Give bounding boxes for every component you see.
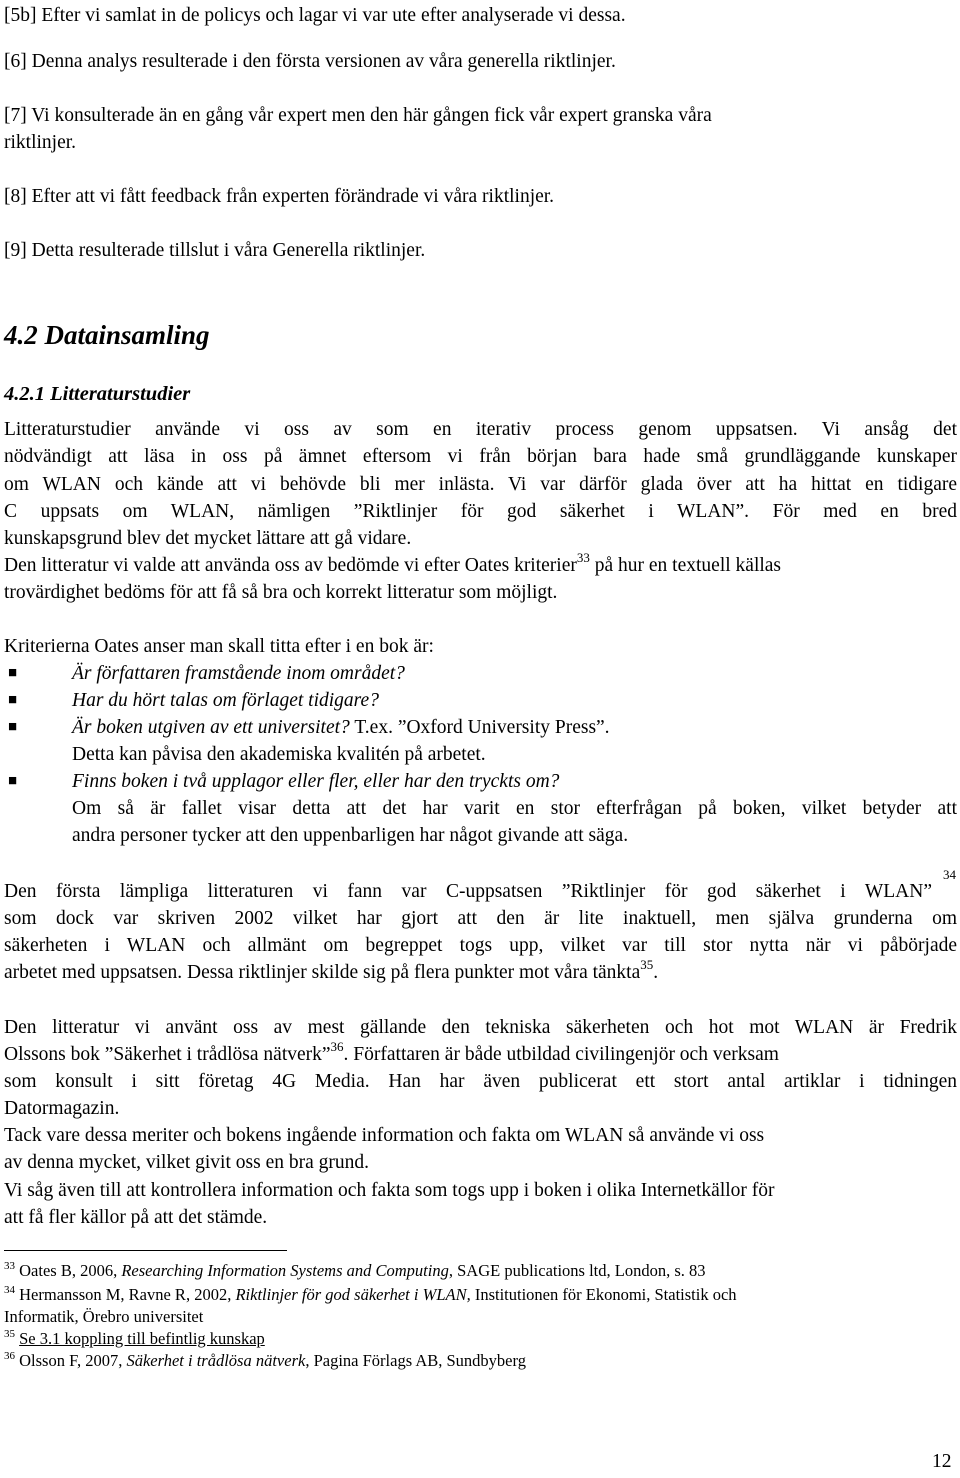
- step-7-cont: riktlinjer.: [4, 132, 77, 153]
- step-6: [6] Denna analys resulterade i den första versionen av våra generella riktlinjer.: [4, 51, 616, 72]
- bullet-icon: [8, 774, 17, 791]
- bullet-icon: [8, 693, 17, 710]
- footnote-36: $^{36}$ Olsson F, 2007, Säkerhet i trådlösa nätverk, Pagina Förlags AB, Sundbyberg: [4, 1350, 526, 1370]
- footnote-separator: [4, 1250, 287, 1251]
- step-7: [7] Vi konsulterade än en gång vår expert men den här gången fick vår expert granska våra: [4, 105, 712, 126]
- para4-line7: Vi såg även till att kontrollera information och fakta som togs upp i boken i olika Internetkällor för: [4, 1180, 775, 1201]
- para2-line1: Den litteratur vi valde att använda oss av bedömde vi efter Oates kriterier$^{33}$ på hur en textuell källas: [4, 550, 782, 576]
- step-5b: [5b] Efter vi samlat in de policys och lagar vi var ute efter analyserade vi dessa.: [4, 5, 626, 26]
- footnote-35-link[interactable]: Se 3.1 koppling till befintlig kunskap: [19, 1329, 265, 1348]
- para1-line3: om WLAN och kände att vi behövde bli mer inlästa. Vi var därför glada över att ha hittat en tidigare: [4, 474, 957, 495]
- criteria-item-4-note-1: Om så är fallet visar detta att det har varit en stor efterfrågan på boken, vilket betyder att: [72, 798, 957, 819]
- criteria-item-2: Har du hört talas om förlaget tidigare?: [72, 690, 379, 711]
- para2-line2: trovärdighet bedöms för att få så bra och korrekt litteratur som möjligt.: [4, 582, 558, 603]
- para1-line2: nödvändigt att läsa in oss på ämnet eftersom vi från början bara hade små grundläggande kunskaper: [4, 446, 957, 467]
- criteria-item-1: Är författaren framstående inom området?: [72, 663, 405, 684]
- para4-line2: Olssons bok ”Säkerhet i trådlösa nätverk”$^{36}$. Författaren är både utbildad civilingenjör och verksam: [4, 1039, 779, 1065]
- footnote-ref-33: 33: [576, 550, 590, 565]
- step-8: [8] Efter att vi fått feedback från experten förändrade vi våra riktlinjer.: [4, 186, 555, 207]
- para1-line1: Litteraturstudier använde vi oss av som en iterativ process genom uppsatsen. Vi ansåg det: [4, 419, 957, 440]
- footnote-34: $^{34}$ Hermansson M, Ravne R, 2002, Riktlinjer för god säkerhet i WLAN, Institutionen för Ekonomi, Statistik och: [4, 1284, 737, 1304]
- para4-line5: Tack vare dessa meriter och bokens ingående information och fakta om WLAN så använde vi oss: [4, 1125, 765, 1146]
- criteria-item-4: Finns boken i två upplagor eller fler, eller har den tryckts om?: [72, 771, 560, 792]
- para4-line3: som konsult i sitt företag 4G Media. Han har även publicerat ett stort antal artiklar i tidningen: [4, 1071, 957, 1092]
- subsection-heading: 4.2.1 Litteraturstudier: [4, 383, 191, 405]
- para1-line5: kunskapsgrund blev det mycket lättare att gå vidare.: [4, 528, 412, 549]
- footnote-34-cont: Informatik, Örebro universitet: [4, 1307, 204, 1326]
- criteria-item-4-note-2: andra personer tycker att den uppenbarligen har något givande att säga.: [72, 825, 629, 846]
- criteria-item-3-note: Detta kan påvisa den akademiska kvalitén på arbetet.: [72, 744, 486, 765]
- para3-line3: säkerheten i WLAN och allmänt om begreppet togs upp, vilket var till stor nytta när vi påbörjade: [4, 935, 957, 956]
- bullet-icon: [8, 720, 17, 737]
- para4-line4: Datormagazin.: [4, 1098, 120, 1119]
- para4-line6: av denna mycket, vilket givit oss en bra grund.: [4, 1152, 369, 1173]
- para3-line1: Den första lämpliga litteraturen vi fann var C-uppsatsen ”Riktlinjer för god säkerhet i WLAN” 34: [4, 867, 956, 902]
- para4-line8: att få fler källor på att det stämde.: [4, 1207, 268, 1228]
- footnote-35: $^{35}$ Se 3.1 koppling till befintlig kunskap: [4, 1328, 265, 1348]
- step-9: [9] Detta resulterade tillslut i våra Generella riktlinjer.: [4, 240, 426, 261]
- footnote-ref-35: 35: [640, 957, 654, 972]
- page-number: 12: [932, 1451, 952, 1472]
- para1-line4: C uppsats om WLAN, nämligen ”Riktlinjer för god säkerhet i WLAN”. För med en bred: [4, 501, 957, 522]
- para4-line1: Den litteratur vi använt oss av mest gällande den tekniska säkerheten och hot mot WLAN är Fredrik: [4, 1017, 957, 1038]
- footnote-ref-36: 36: [330, 1039, 344, 1054]
- bullet-icon: [8, 666, 17, 683]
- criteria-intro: Kriterierna Oates anser man skall titta efter i en bok är:: [4, 636, 434, 657]
- criteria-item-3: Är boken utgiven av ett universitet? T.ex. ”Oxford University Press”.: [72, 717, 610, 738]
- para3-line2: som dock var skriven 2002 vilket har gjort att den är lite inaktuell, men själva grunderna om: [4, 908, 957, 929]
- section-heading: 4.2 Datainsamling: [4, 320, 210, 350]
- footnote-33: $^{33}$ Oates B, 2006, Researching Information Systems and Computing, SAGE publications ltd, London, s. 83: [4, 1260, 706, 1280]
- para3-line4: arbetet med uppsatsen. Dessa riktlinjer skilde sig på flera punkter mot våra tänkta$^{35}$.: [4, 957, 659, 983]
